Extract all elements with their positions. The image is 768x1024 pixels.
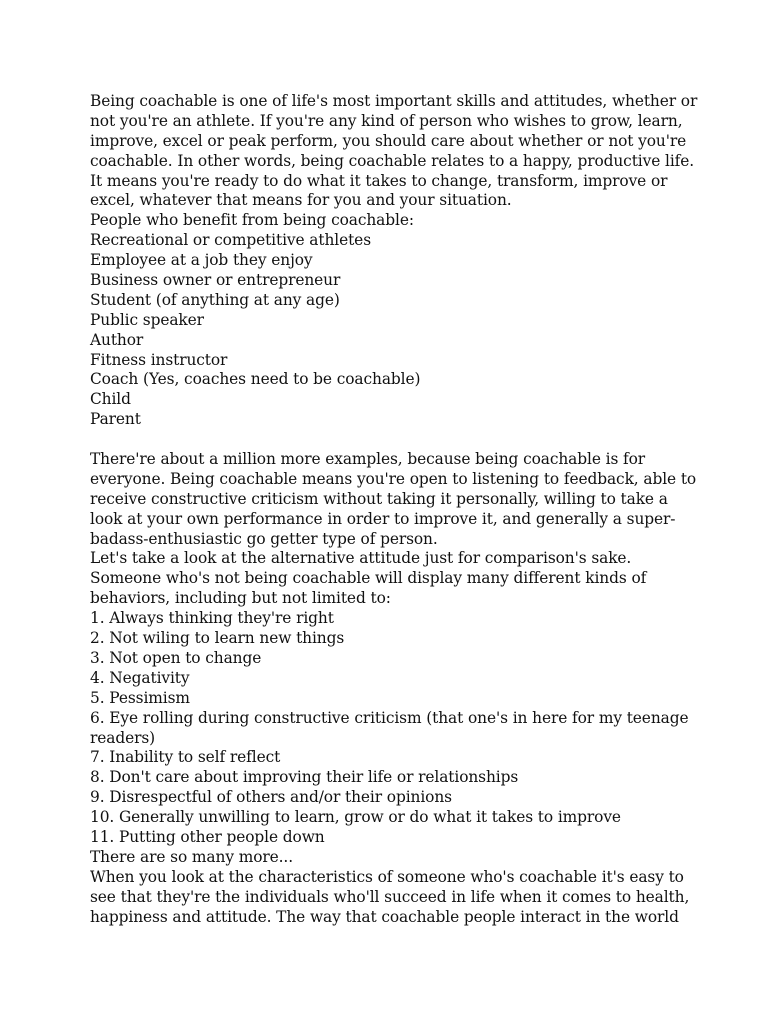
text-line: When you look at the characteristics of someone who's coachable it's easy to	[90, 867, 684, 886]
list-item: Child	[90, 390, 131, 409]
list-item: Recreational or competitive athletes	[90, 231, 371, 250]
numbered-item: 9. Disrespectful of others and/or their opinions	[90, 788, 452, 807]
numbered-item: 1. Always thinking they're right	[90, 609, 334, 628]
numbered-item: 5. Pessimism	[90, 688, 190, 707]
list-item: Parent	[90, 410, 141, 429]
text-line: Let's take a look at the alternative attitude just for comparison's sake.	[90, 549, 632, 568]
list-item: Student (of anything at any age)	[90, 290, 340, 309]
numbered-item: 7. Inability to self reflect	[90, 748, 281, 767]
text-line: not you're an athlete. If you're any kind of person who wishes to grow, learn,	[90, 111, 683, 130]
document-page	[90, 92, 698, 927]
text-line: It means you're ready to do what it takes to change, transform, improve or	[90, 171, 668, 190]
text-line: happiness and attitude. The way that coachable people interact in the world	[90, 907, 679, 926]
text-line: coachable. In other words, being coachable relates to a happy, productive life.	[90, 151, 695, 170]
numbered-item: 2. Not wiling to learn new things	[90, 629, 345, 648]
list-item: Business owner or entrepreneur	[90, 271, 341, 290]
text-line: There are so many more...	[90, 847, 294, 866]
text-line: everyone. Being coachable means you're open to listening to feedback, able to	[90, 469, 697, 488]
list-item: Author	[90, 330, 144, 349]
list-item: Fitness instructor	[90, 350, 228, 369]
text-line: Someone who's not being coachable will display many different kinds of	[90, 569, 647, 588]
numbered-item: 11. Putting other people down	[90, 827, 325, 846]
list-item: Coach (Yes, coaches need to be coachable)	[90, 370, 421, 389]
numbered-item: 10. Generally unwilling to learn, grow or do what it takes to improve	[90, 808, 621, 827]
text-line: badass-enthusiastic go getter type of person.	[90, 529, 438, 548]
numbered-item: 8. Don't care about improving their life or relationships	[90, 768, 519, 787]
text-line: excel, whatever that means for you and your situation.	[90, 191, 512, 210]
text-line: behaviors, including but not limited to:	[90, 589, 391, 608]
numbered-item-continuation: readers)	[90, 728, 156, 747]
text-line: improve, excel or peak perform, you should care about whether or not you're	[90, 131, 687, 150]
list-item: Employee at a job they enjoy	[90, 251, 313, 270]
text-line: Being coachable is one of life's most important skills and attitudes, whether or	[90, 92, 698, 110]
text-line: receive constructive criticism without taking it personally, willing to take a	[90, 489, 668, 508]
list-heading: People who benefit from being coachable:	[90, 211, 414, 230]
numbered-item: 3. Not open to change	[90, 648, 262, 667]
numbered-item: 4. Negativity	[90, 668, 190, 687]
list-item: Public speaker	[90, 310, 204, 329]
paragraph-break	[90, 430, 690, 450]
text-line: look at your own performance in order to improve it, and generally a super-	[90, 509, 676, 528]
text-line: There're about a million more examples, because being coachable is for	[90, 450, 646, 469]
numbered-item: 6. Eye rolling during constructive criticism (that one's in here for my teenage	[90, 708, 689, 727]
text-line: see that they're the individuals who'll succeed in life when it comes to health,	[90, 887, 690, 906]
